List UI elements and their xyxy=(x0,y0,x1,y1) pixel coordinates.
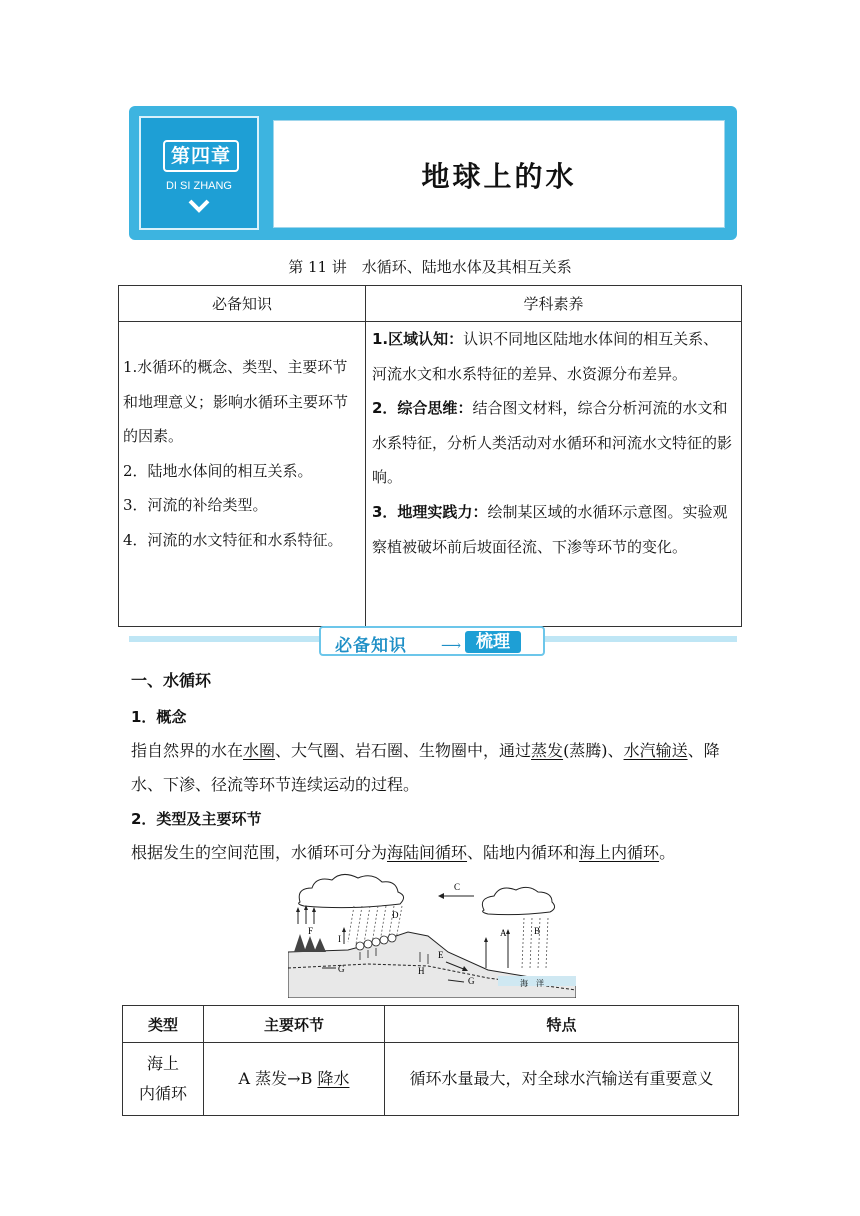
chapter-title: 地球上的水 xyxy=(421,160,577,193)
text-run: 根据发生的空间范围，水循环可分为 xyxy=(131,843,388,862)
subheading-types: 2．类型及主要环节 xyxy=(131,810,262,828)
section-tag: 梳理 xyxy=(465,631,521,653)
section-pill xyxy=(319,626,545,656)
answer-blank: 降水 xyxy=(317,1069,350,1088)
land-terrain xyxy=(288,932,576,998)
text-run: 、大气圈、岩石圈、生物圈中，通过 xyxy=(275,741,532,760)
lecture-title: 第 11 讲 水循环、陆地水体及其相互关系 xyxy=(288,258,572,276)
concept-paragraph xyxy=(131,734,743,802)
section-banner xyxy=(129,626,737,660)
label-h: H xyxy=(418,966,425,976)
literacy-keyword: 1.区域认知： xyxy=(372,330,464,348)
badge-title: 第四章 xyxy=(163,140,239,172)
literacy-keyword: 2．综合思维： xyxy=(372,399,473,418)
knowledge-cell xyxy=(119,322,366,627)
cell-feature: 循环水量最大，对全球水汽输送有重要意义 xyxy=(385,1043,739,1116)
arrow-right-icon: ⟶ xyxy=(441,638,462,654)
literacy-keyword: 3．地理实践力： xyxy=(372,502,488,521)
badge-subtitle: DI SI ZHANG xyxy=(165,180,232,192)
objectives-table xyxy=(118,285,742,627)
literacy-item xyxy=(372,391,733,495)
type-line: 海上 xyxy=(146,1054,179,1073)
literacy-text: 结合图文材料，综合分析河流的水文和水系特征，分析人类活动对水循环和河流水文特征的影响。 xyxy=(372,399,733,487)
chapter-badge xyxy=(139,116,259,230)
literacy-item xyxy=(372,495,733,564)
header-feature: 特点 xyxy=(385,1006,739,1043)
chevron-down-icon xyxy=(188,198,210,214)
text-run: 。 xyxy=(659,843,676,862)
cell-type xyxy=(123,1043,204,1116)
label-e: E xyxy=(438,950,444,960)
label-b: B xyxy=(534,926,541,936)
literacy-cell xyxy=(366,322,742,627)
types-paragraph xyxy=(131,836,743,870)
answer-blank: 水圈 xyxy=(243,741,276,760)
table-row xyxy=(123,1043,739,1116)
label-g: G xyxy=(338,964,345,974)
type-line: 内循环 xyxy=(138,1084,187,1103)
water-cycle-diagram xyxy=(288,872,576,998)
label-f: F xyxy=(308,926,314,936)
cell-steps xyxy=(204,1043,385,1116)
text-run: 、陆地内循环和 xyxy=(467,843,580,862)
subheading-concept: 1．概念 xyxy=(131,708,187,726)
label-a: A xyxy=(500,928,507,938)
cloud-icon xyxy=(299,874,404,907)
answer-blank: 海陆间循环 xyxy=(387,843,468,862)
literacy-text: 认识不同地区陆地水体间的相互关系、河流水文和水系特征的差异、水资源分布差异。 xyxy=(372,330,719,383)
literacy-text: 绘制某区域的水循环示意图。实验观察植被破坏前后坡面径流、下渗等环节的变化。 xyxy=(372,502,728,556)
text-run: (蒸腾)、 xyxy=(563,741,624,760)
knowledge-item: 3．河流的补给类型。 xyxy=(123,496,268,514)
cloud-icon xyxy=(482,887,554,914)
heading-water-cycle: 一、水循环 xyxy=(131,671,212,690)
label-g2: G xyxy=(468,976,475,986)
knowledge-item: 1.水循环的概念、类型、主要环节和地理意义；影响水循环主要环节的因素。 xyxy=(123,358,349,445)
trees xyxy=(294,934,326,952)
chapter-banner xyxy=(129,106,737,240)
chapter-title-box xyxy=(273,120,725,228)
text-run: A 蒸发→B xyxy=(238,1069,318,1088)
literacy-item xyxy=(372,322,733,391)
answer-blank: 水汽输送 xyxy=(623,741,688,760)
label-d: D xyxy=(392,910,399,920)
col-header-literacy: 学科素养 xyxy=(366,286,742,322)
answer-blank: 海上内循环 xyxy=(579,843,660,862)
knowledge-item: 4．河流的水文特征和水系特征。 xyxy=(123,530,343,549)
text-run: 指自然界的水在 xyxy=(131,741,244,760)
text-run: 、降水、下渗、径流等环节连续运动的过程。 xyxy=(131,741,720,794)
header-steps: 主要环节 xyxy=(204,1006,385,1043)
sea-label: 海 洋 xyxy=(520,979,544,988)
label-c: C xyxy=(454,882,461,892)
answer-blank: 蒸发 xyxy=(531,741,564,760)
section-title: 必备知识 xyxy=(335,636,407,656)
col-header-knowledge: 必备知识 xyxy=(119,286,366,322)
cycle-types-table xyxy=(122,1005,739,1116)
header-type: 类型 xyxy=(123,1006,204,1043)
label-i: I xyxy=(338,934,341,944)
knowledge-item: 2．陆地水体间的相互关系。 xyxy=(123,461,313,480)
